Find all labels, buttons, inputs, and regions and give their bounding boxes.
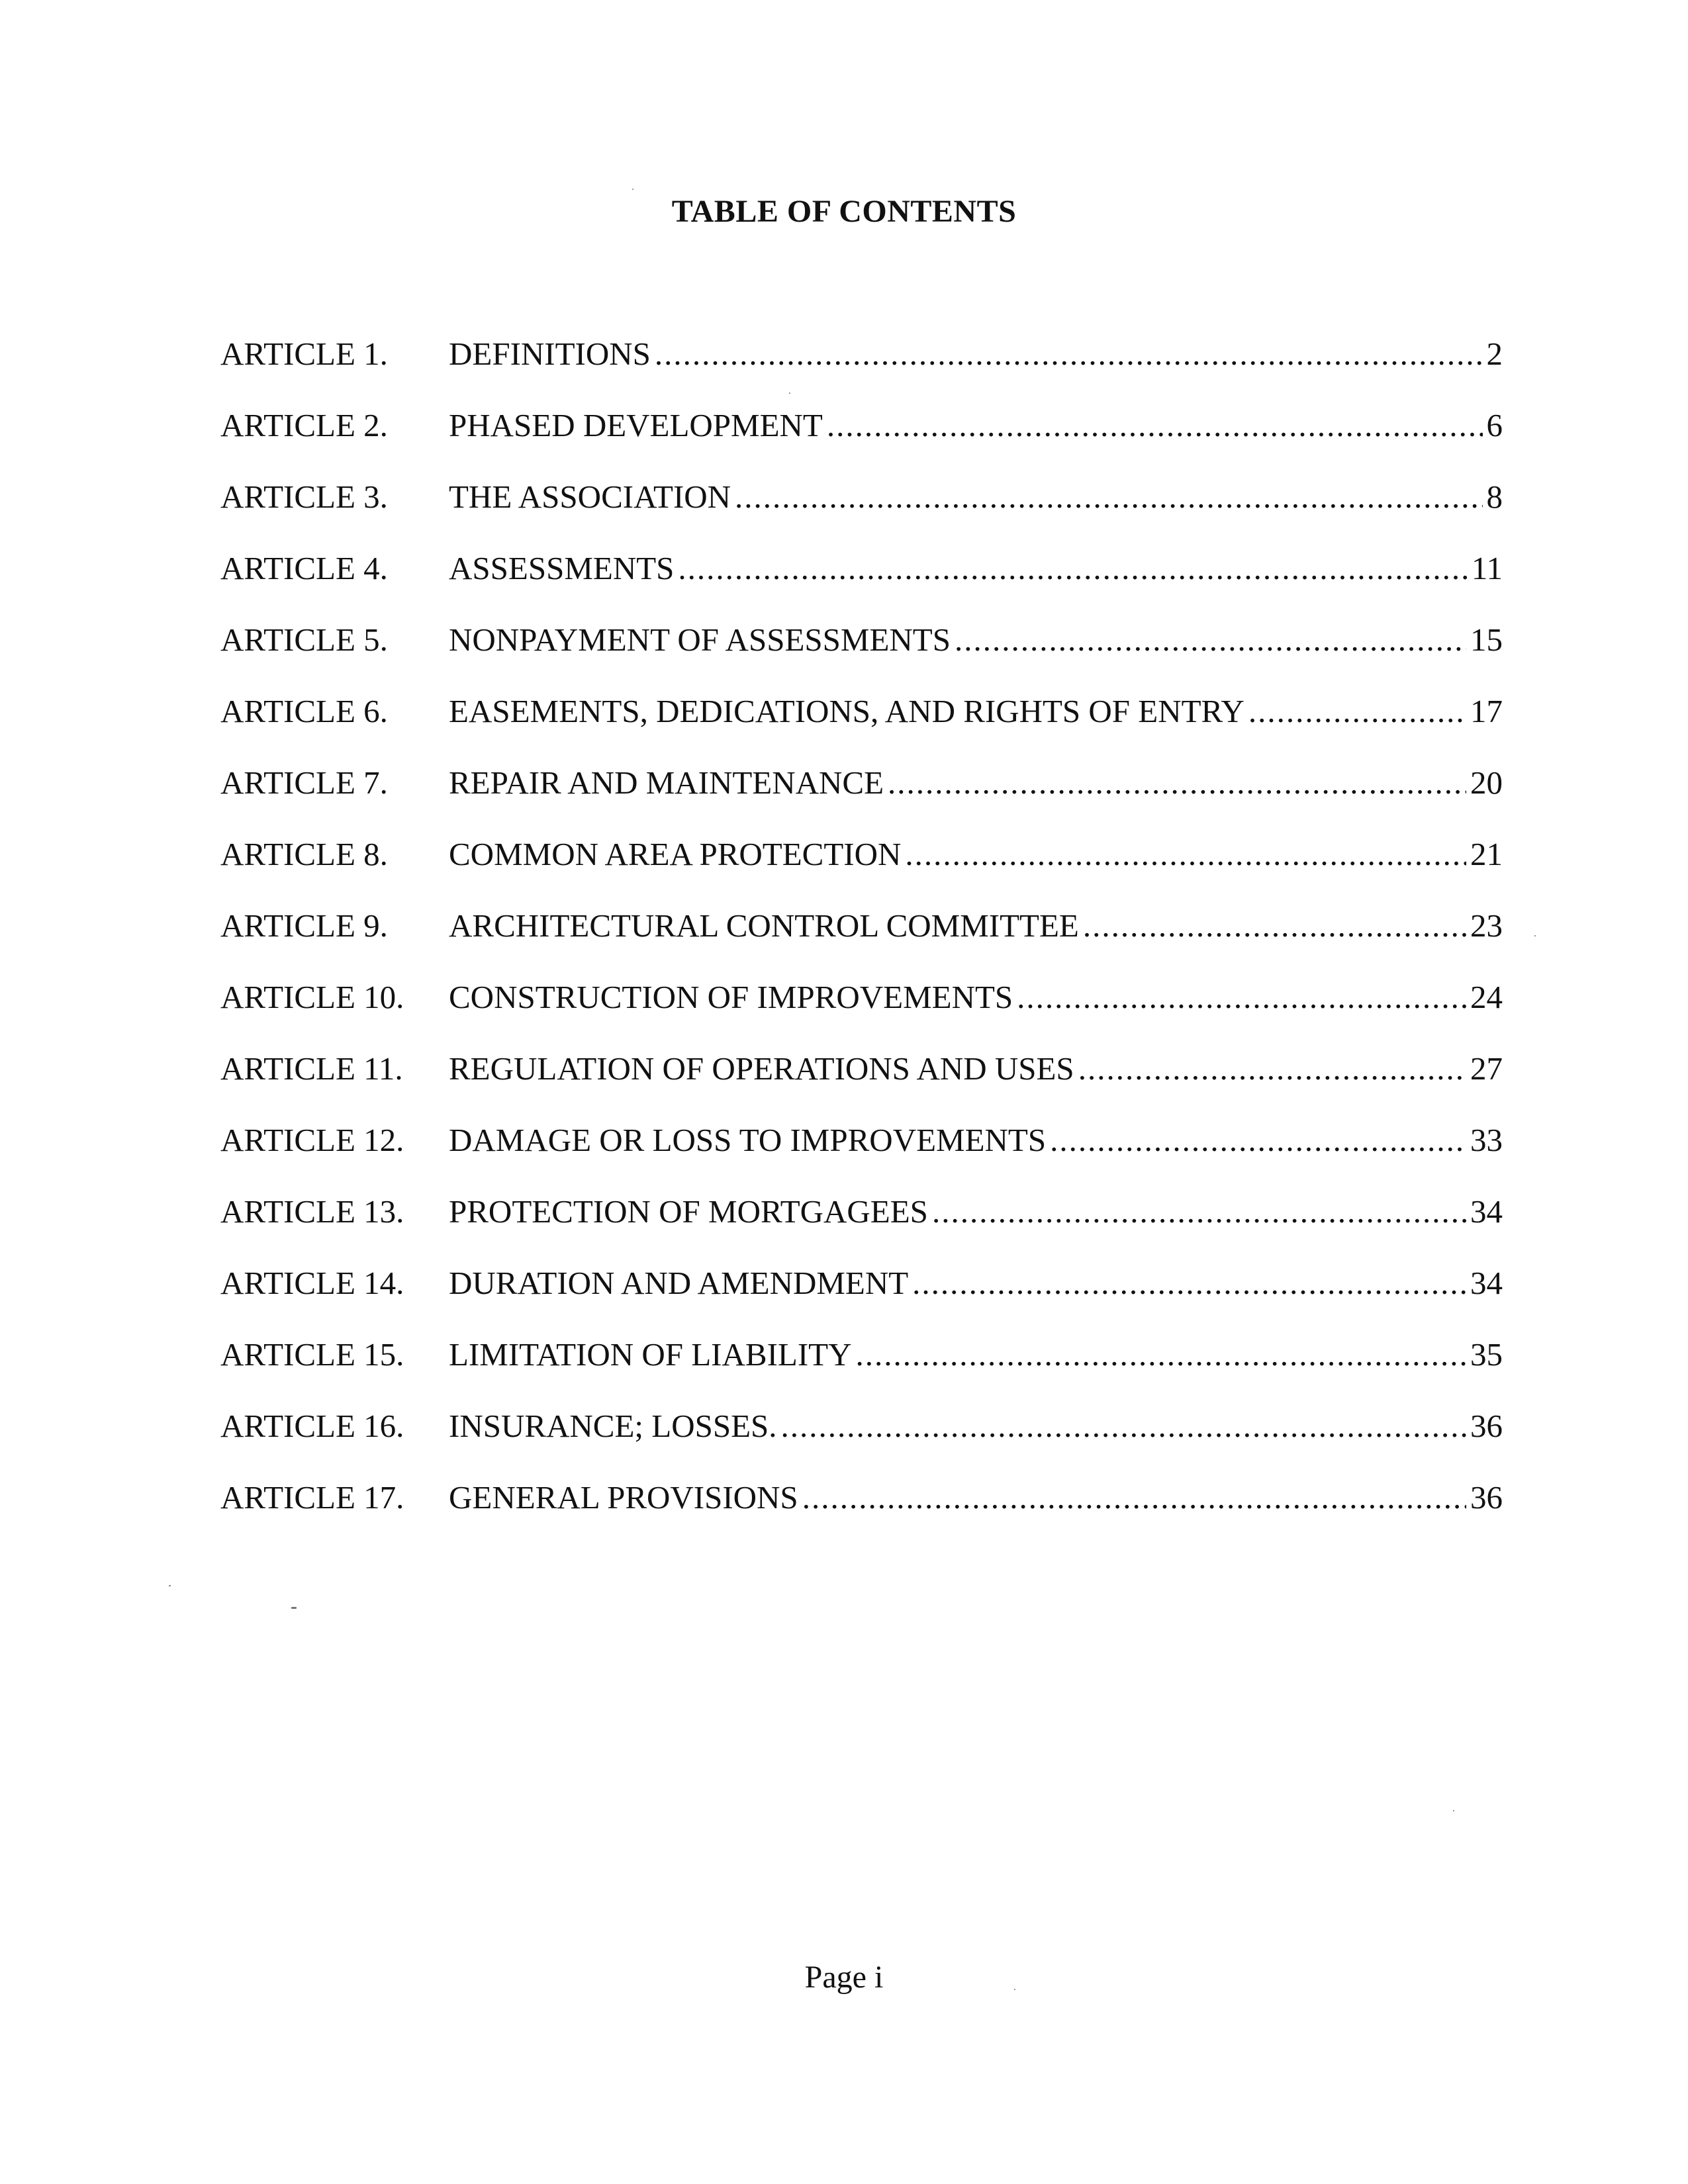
article-label: ARTICLE 3.: [220, 478, 388, 515]
article-label: ARTICLE 4.: [220, 550, 388, 586]
article-label: ARTICLE 14.: [220, 1265, 404, 1301]
article-label: ARTICLE 5.: [220, 621, 388, 658]
article-label: ARTICLE 12.: [220, 1122, 404, 1158]
toc-row: [0, 1263, 1688, 1303]
toc-row: [0, 549, 1688, 588]
article-label: ARTICLE 17.: [220, 1479, 404, 1516]
article-title: DEFINITIONS: [449, 336, 651, 372]
article-title: INSURANCE; LOSSES.: [449, 1408, 777, 1444]
page-number: 2: [1486, 336, 1503, 372]
toc-row: [0, 620, 1688, 660]
page-number: 36: [1470, 1479, 1503, 1516]
dot-leader: [1078, 1049, 1466, 1089]
article-title: ARCHITECTURAL CONTROL COMMITTEE: [449, 907, 1079, 944]
toc-row: [0, 334, 1688, 374]
article-title: PHASED DEVELOPMENT: [449, 407, 823, 443]
article-title: GENERAL PROVISIONS: [449, 1479, 798, 1516]
toc-row: [0, 978, 1688, 1017]
article-title: NONPAYMENT OF ASSESSMENTS: [449, 621, 951, 658]
dot-leader: [905, 835, 1466, 874]
article-title: THE ASSOCIATION: [449, 478, 731, 515]
article-title: DAMAGE OR LOSS TO IMPROVEMENTS: [449, 1122, 1047, 1158]
page-number: 20: [1470, 764, 1503, 801]
toc-row: [0, 763, 1688, 803]
article-label: ARTICLE 16.: [220, 1408, 404, 1444]
dot-leader: [1050, 1120, 1466, 1160]
dot-leader: [955, 620, 1466, 660]
page-number: 23: [1470, 907, 1503, 944]
dot-leader: [912, 1263, 1466, 1303]
page-title: TABLE OF CONTENTS: [671, 194, 1017, 229]
article-label: ARTICLE 10.: [220, 979, 404, 1015]
article-title: CONSTRUCTION OF IMPROVEMENTS: [449, 979, 1013, 1015]
dot-leader: [827, 406, 1483, 445]
scan-speck: [291, 1607, 297, 1609]
article-label: ARTICLE 7.: [220, 764, 388, 801]
article-title: REGULATION OF OPERATIONS AND USES: [449, 1050, 1074, 1087]
toc-row: [0, 835, 1688, 874]
dot-leader: [735, 477, 1482, 517]
article-title: LIMITATION OF LIABILITY: [449, 1336, 852, 1373]
toc-row: [0, 1406, 1688, 1446]
dot-leader: [1017, 978, 1466, 1017]
page-number: 35: [1470, 1336, 1503, 1373]
scan-speck: [169, 1585, 171, 1586]
dot-leader: [888, 763, 1466, 803]
page-number: 15: [1470, 621, 1503, 658]
article-title: DURATION AND AMENDMENT: [449, 1265, 909, 1301]
toc-row: [0, 1335, 1688, 1375]
scan-speck: [1534, 935, 1536, 936]
page-number: 33: [1470, 1122, 1503, 1158]
page-number: 11: [1471, 550, 1503, 586]
dot-leader: [802, 1478, 1466, 1518]
toc-row: [0, 692, 1688, 731]
dot-leader: [1083, 906, 1466, 946]
page-number: 8: [1486, 478, 1503, 515]
toc-row: [0, 906, 1688, 946]
dot-leader: [932, 1192, 1466, 1232]
page-number: 34: [1470, 1265, 1503, 1301]
article-label: ARTICLE 11.: [220, 1050, 403, 1087]
article-label: ARTICLE 13.: [220, 1193, 404, 1230]
toc-row: [0, 1478, 1688, 1518]
article-title: EASEMENTS, DEDICATIONS, AND RIGHTS OF ENTRY: [449, 693, 1244, 729]
dot-leader: [1248, 692, 1466, 731]
scan-speck: [789, 392, 790, 394]
scan-speck: [632, 189, 633, 190]
page-number: 34: [1470, 1193, 1503, 1230]
article-title: ASSESSMENTS: [449, 550, 675, 586]
toc-row: [0, 1192, 1688, 1232]
page-number: 36: [1470, 1408, 1503, 1444]
page-number: 27: [1470, 1050, 1503, 1087]
toc-row: [0, 1049, 1688, 1089]
article-label: ARTICLE 2.: [220, 407, 388, 443]
dot-leader: [678, 549, 1467, 588]
dot-leader: [655, 334, 1483, 374]
article-title: COMMON AREA PROTECTION: [449, 836, 902, 872]
article-title: REPAIR AND MAINTENANCE: [449, 764, 884, 801]
page-number: 24: [1470, 979, 1503, 1015]
page-number: 6: [1486, 407, 1503, 443]
dot-leader: [781, 1406, 1466, 1446]
article-label: ARTICLE 8.: [220, 836, 388, 872]
page-number: 21: [1470, 836, 1503, 872]
scan-speck: [1014, 1989, 1015, 1990]
toc-row: [0, 406, 1688, 445]
page-footer: Page i: [804, 1960, 884, 1995]
article-label: ARTICLE 9.: [220, 907, 388, 944]
scan-speck: [1453, 1810, 1454, 1811]
article-label: ARTICLE 15.: [220, 1336, 404, 1373]
page-number: 17: [1470, 693, 1503, 729]
dot-leader: [855, 1335, 1466, 1375]
toc-row: [0, 477, 1688, 517]
article-label: ARTICLE 1.: [220, 336, 388, 372]
article-title: PROTECTION OF MORTGAGEES: [449, 1193, 928, 1230]
toc-row: [0, 1120, 1688, 1160]
article-label: ARTICLE 6.: [220, 693, 388, 729]
